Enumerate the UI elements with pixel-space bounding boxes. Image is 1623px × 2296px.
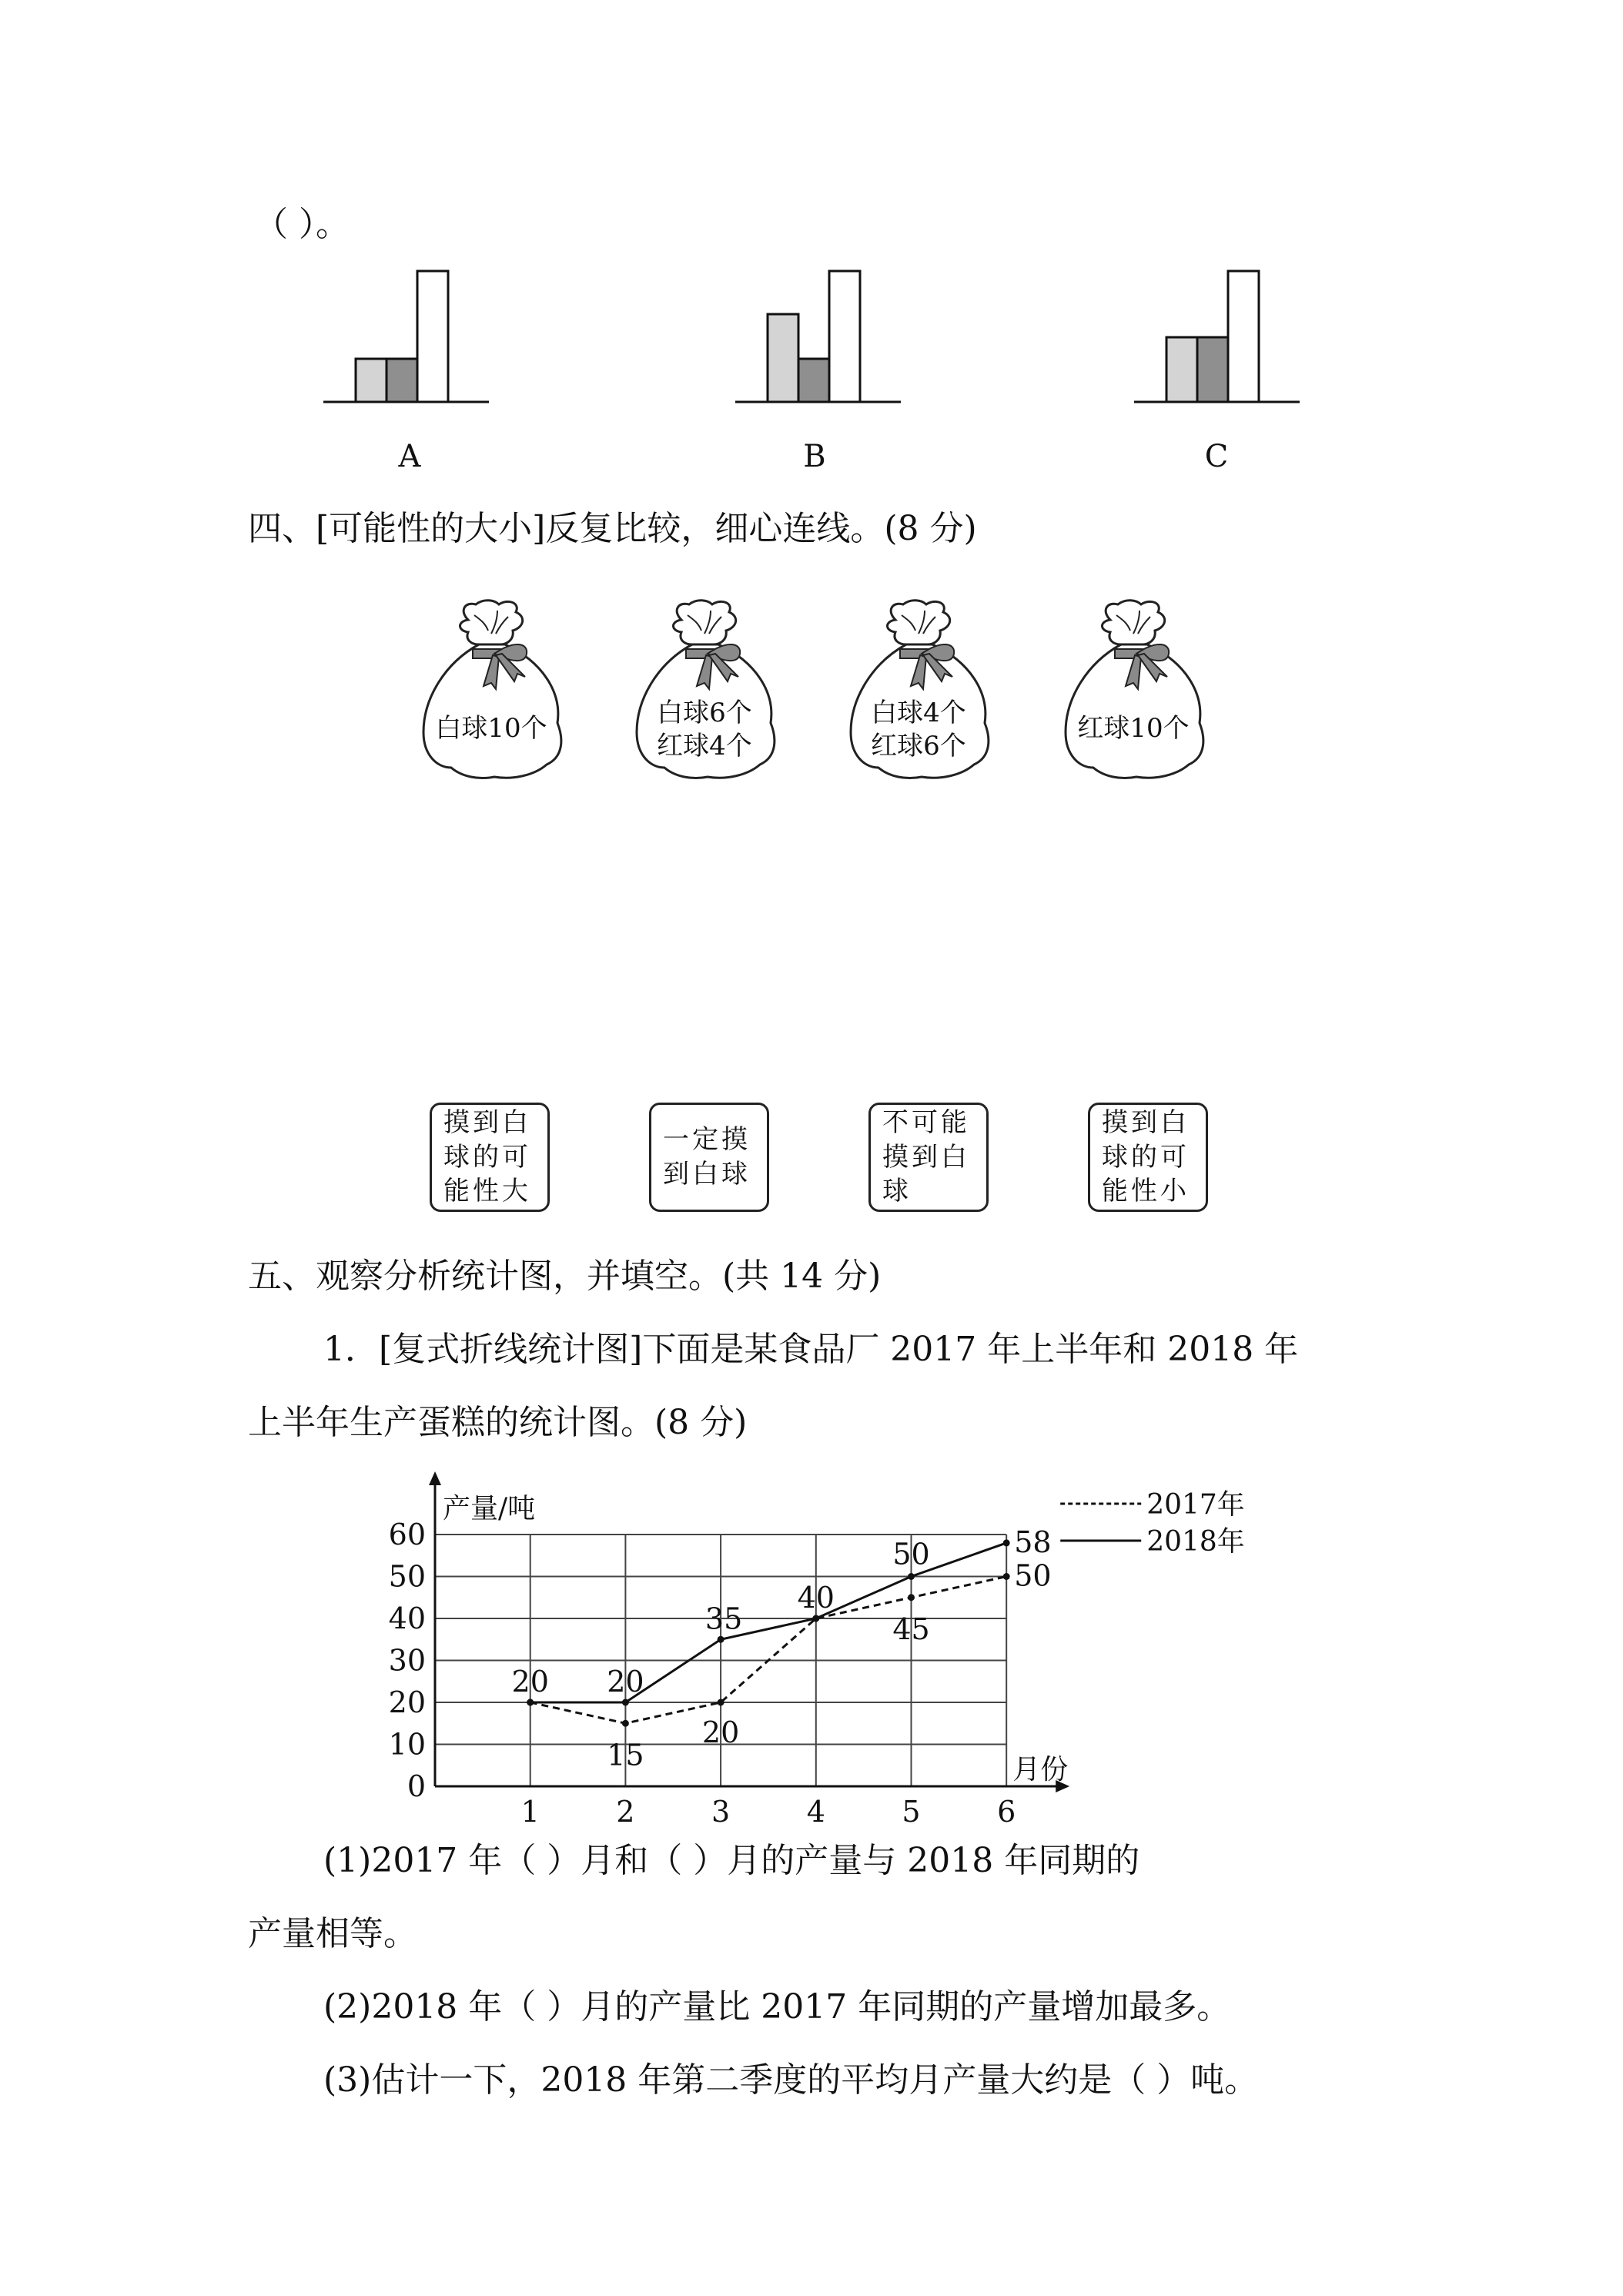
y-tick-label: 50 <box>388 1559 426 1594</box>
bag-label-line: 红球6个 <box>871 730 966 761</box>
x-tick-label: 6 <box>997 1795 1016 1829</box>
card-text: 不可能摸到白球 <box>882 1106 970 1207</box>
data-point <box>622 1720 629 1727</box>
data-point <box>908 1573 915 1580</box>
y-axis-arrow <box>429 1471 441 1485</box>
legend-label-2017: 2017年 <box>1146 1489 1245 1521</box>
y-tick-label: 60 <box>388 1518 426 1551</box>
bar-light <box>768 314 798 402</box>
x-axis-label: 月份 <box>1012 1754 1069 1786</box>
data-point <box>622 1699 629 1706</box>
bar-white <box>417 271 448 402</box>
series-line-2018年 <box>530 1543 1006 1702</box>
question-a-line2: 产量相等。 <box>248 1914 417 1953</box>
bag-icon <box>1056 597 1210 785</box>
data-label-2018: 20 <box>511 1665 549 1699</box>
bag-label-line: 白球10个 <box>435 713 547 744</box>
bag-label <box>842 697 996 762</box>
question-b: (2)2018 年（ ）月的产量比 2017 年同期的产量增加最多。 <box>323 1987 1231 2027</box>
x-tick-label: 5 <box>902 1795 921 1829</box>
data-label-2018: 50 <box>892 1537 930 1571</box>
y-tick-label: 40 <box>388 1602 426 1635</box>
card-likely-white[interactable] <box>430 1103 550 1212</box>
question-c: (3)估计一下，2018 年第二季度的平均月产量大约是（ ）吨。 <box>323 2060 1259 2100</box>
bar-dark <box>387 359 417 402</box>
legend-label-2018: 2018年 <box>1146 1526 1245 1558</box>
data-label-2018: 35 <box>704 1602 743 1636</box>
money-bag-1[interactable] <box>414 597 568 785</box>
bag-label <box>1056 712 1210 745</box>
data-point <box>908 1594 915 1601</box>
bar-white <box>1228 271 1259 402</box>
data-point <box>812 1615 819 1622</box>
card-unlikely-white[interactable] <box>1088 1103 1208 1212</box>
bag-label-line: 红球4个 <box>657 730 752 761</box>
data-point <box>718 1636 724 1643</box>
question-a-line1: (1)2017 年（ ）月和（ ）月的产量与 2018 年同期的 <box>323 1841 1140 1880</box>
data-label-2018: 40 <box>797 1581 835 1615</box>
bar-white <box>829 271 860 402</box>
data-point <box>718 1699 724 1706</box>
bar-option-a-figure <box>323 268 489 407</box>
y-tick-label: 0 <box>407 1769 426 1803</box>
option-label-b: B <box>803 439 826 474</box>
card-text: 一定摸到白球 <box>663 1124 751 1190</box>
y-tick-label: 30 <box>388 1643 426 1678</box>
money-bag-4[interactable] <box>1056 597 1210 785</box>
bar-dark <box>798 359 829 402</box>
bar-light <box>356 359 387 402</box>
x-tick-label: 4 <box>806 1795 825 1829</box>
card-text: 摸到白球的可能性小 <box>1102 1106 1190 1207</box>
card-text: 摸到白球的可能性大 <box>443 1106 531 1207</box>
question1-line2: 上半年生产蛋糕的统计图。(8 分) <box>248 1403 748 1442</box>
section4-title: 四、[可能性的大小]反复比较，细心连线。(8 分) <box>248 509 977 548</box>
section5-title: 五、观察分析统计图，并填空。(共 14 分) <box>248 1257 882 1296</box>
card-impossible-white[interactable] <box>868 1103 989 1212</box>
bag-label <box>627 697 781 762</box>
y-axis-label: 产量/吨 <box>443 1493 536 1525</box>
bar-light <box>1166 337 1197 402</box>
bag-label-line: 红球10个 <box>1077 713 1190 744</box>
y-tick-label: 10 <box>388 1727 426 1762</box>
data-label-2017: 15 <box>607 1738 644 1772</box>
bar-option-b-figure <box>735 268 901 407</box>
x-tick-label: 1 <box>520 1795 540 1829</box>
bag-label-line: 白球4个 <box>871 698 966 728</box>
question1-line1: 1．[复式折线统计图]下面是某食品厂 2017 年上半年和 2018 年 <box>323 1330 1299 1369</box>
data-label-2017: 20 <box>701 1715 740 1749</box>
y-tick-label: 20 <box>388 1685 426 1719</box>
data-label-2017: 45 <box>892 1612 930 1646</box>
bag-label-line: 白球6个 <box>657 698 752 728</box>
line-chart <box>354 1467 1263 1829</box>
bar-dark <box>1197 337 1228 402</box>
data-point <box>1003 1539 1010 1546</box>
x-tick-label: 3 <box>711 1795 731 1829</box>
x-tick-label: 2 <box>616 1795 635 1829</box>
data-point <box>1003 1573 1010 1580</box>
data-label-2018: 58 <box>1014 1525 1052 1559</box>
bag-icon <box>414 597 568 785</box>
bag-label <box>414 712 568 745</box>
data-label-2018: 20 <box>607 1665 644 1699</box>
data-point <box>527 1699 534 1706</box>
bar-option-c-figure <box>1134 268 1300 407</box>
option-label-a: A <box>398 439 421 474</box>
answer-blank: （ ）。 <box>254 205 350 244</box>
card-certain-white[interactable] <box>649 1103 769 1212</box>
money-bag-3[interactable] <box>842 597 996 785</box>
money-bag-2[interactable] <box>627 597 781 785</box>
option-label-c: C <box>1204 439 1229 474</box>
data-label-2017: 50 <box>1014 1558 1052 1593</box>
